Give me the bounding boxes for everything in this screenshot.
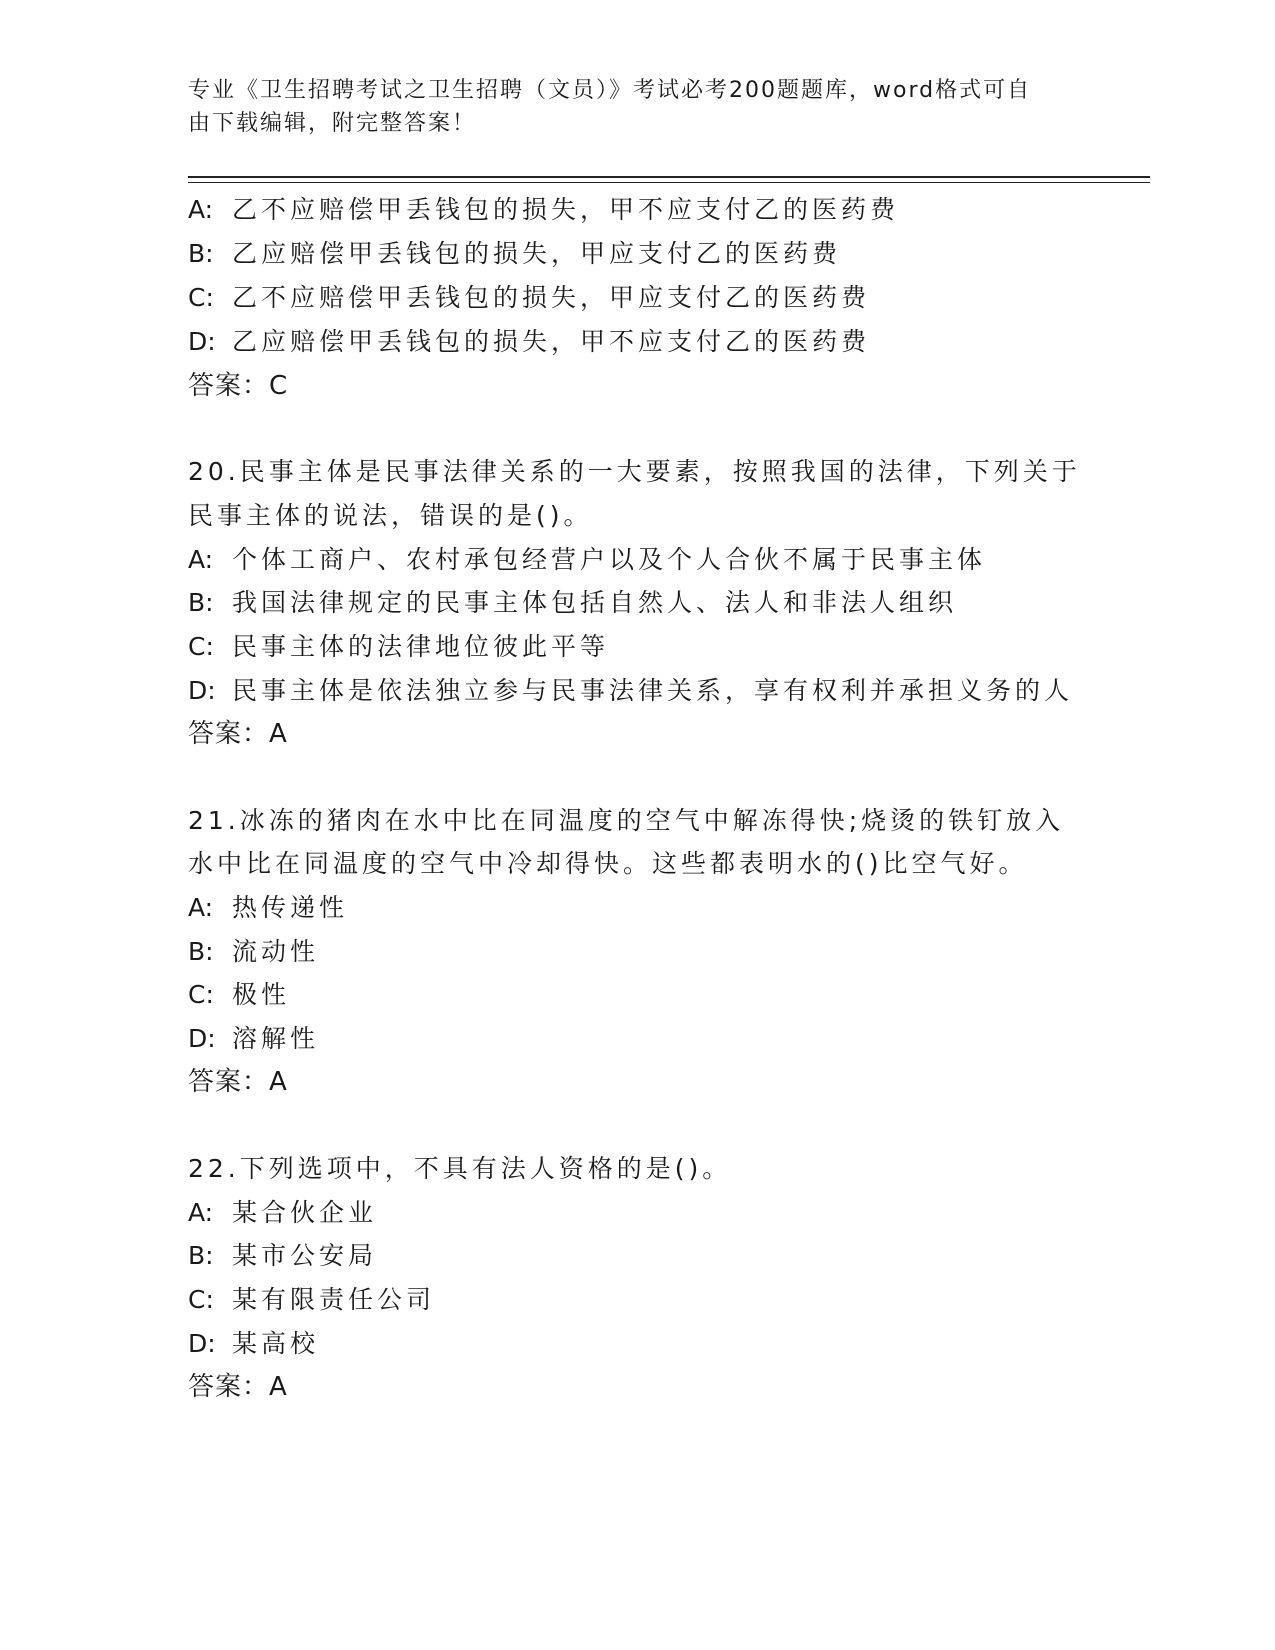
option-text: 某高校: [232, 1329, 320, 1358]
q21-stem-line-1: 21.冰冻的猪肉在水中比在同温度的空气中解冻得快;烧烫的铁钉放入: [188, 806, 1065, 835]
q22-option-d: [188, 1327, 319, 1361]
option-text: 乙应赔偿甲丢钱包的损失，甲不应支付乙的医药费: [232, 327, 871, 356]
header-line-1: 专业《卫生招聘考试之卫生招聘（文员）》考试必考200题题库，word格式可自: [188, 78, 1032, 103]
q19-option-d: [188, 325, 870, 359]
q22-stem-line-1: 22.下列选项中，不具有法人资格的是()。: [188, 1154, 732, 1183]
option-letter: A:: [188, 545, 214, 574]
q20-stem-line-1: 20.民事主体是民事法律关系的一大要素，按照我国的法律，下列关于: [188, 457, 1081, 486]
q19-option-a: [188, 193, 899, 227]
option-text: 个体工商户、农村承包经营户以及个人合伙不属于民事主体: [232, 545, 987, 574]
option-text: 民事主体的法律地位彼此平等: [232, 632, 610, 661]
option-letter: C:: [188, 980, 214, 1009]
option-text: 流动性: [232, 937, 320, 966]
q21-option-d: [188, 1022, 319, 1056]
document-header: [188, 74, 1068, 140]
option-letter: D:: [188, 676, 216, 705]
header-divider-thick: [188, 176, 1150, 178]
option-letter: B:: [188, 588, 214, 617]
option-letter: B:: [188, 239, 214, 268]
option-text: 某市公安局: [232, 1241, 378, 1270]
option-letter: A:: [188, 893, 214, 922]
option-text: 乙不应赔偿甲丢钱包的损失，甲不应支付乙的医药费: [232, 195, 900, 224]
option-text: 我国法律规定的民事主体包括自然人、法人和非法人组织: [232, 588, 958, 617]
q21-option-a: [188, 891, 348, 925]
option-letter: D:: [188, 1024, 216, 1053]
q21-answer: 答案：A: [188, 1067, 288, 1097]
option-letter: C:: [188, 632, 214, 661]
option-letter: C:: [188, 1285, 214, 1314]
header-divider-thin: [188, 182, 1150, 183]
q21-option-b: [188, 935, 319, 969]
q19-option-b: [188, 237, 841, 271]
q22-answer: 答案：A: [188, 1372, 288, 1402]
option-text: 乙不应赔偿甲丢钱包的损失，甲应支付乙的医药费: [232, 283, 871, 312]
option-text: 热传递性: [232, 893, 349, 922]
q20-answer: 答案：A: [188, 719, 288, 749]
option-text: 某有限责任公司: [232, 1285, 436, 1314]
option-text: 某合伙企业: [232, 1198, 378, 1227]
option-letter: C:: [188, 283, 214, 312]
option-text: 溶解性: [232, 1024, 320, 1053]
q19-answer: 答案：C: [188, 371, 289, 401]
q22-option-b: [188, 1239, 377, 1273]
q21-stem-line-2: 水中比在同温度的空气中冷却得快。这些都表明水的()比空气好。: [188, 849, 1028, 878]
option-letter: A:: [188, 1198, 214, 1227]
q19-option-c: [188, 281, 870, 315]
option-letter: B:: [188, 1241, 214, 1270]
q22-option-c: [188, 1283, 435, 1317]
option-letter: D:: [188, 1329, 216, 1358]
q21-option-c: [188, 978, 290, 1012]
option-text: 民事主体是依法独立参与民事法律关系，享有权利并承担义务的人: [232, 676, 1074, 705]
q20-option-c: [188, 630, 609, 664]
q20-option-b: [188, 586, 957, 620]
q20-stem-line-2: 民事主体的说法，错误的是()。: [188, 501, 593, 530]
q20-option-a: [188, 543, 986, 577]
header-line-2: 由下载编辑，附完整答案！: [188, 111, 477, 136]
option-text: 乙应赔偿甲丢钱包的损失，甲应支付乙的医药费: [232, 239, 842, 268]
q20-option-d: [188, 674, 1073, 708]
option-letter: B:: [188, 937, 214, 966]
option-text: 极性: [232, 980, 291, 1009]
option-letter: D:: [188, 327, 216, 356]
q22-option-a: [188, 1196, 377, 1230]
option-letter: A:: [188, 195, 214, 224]
